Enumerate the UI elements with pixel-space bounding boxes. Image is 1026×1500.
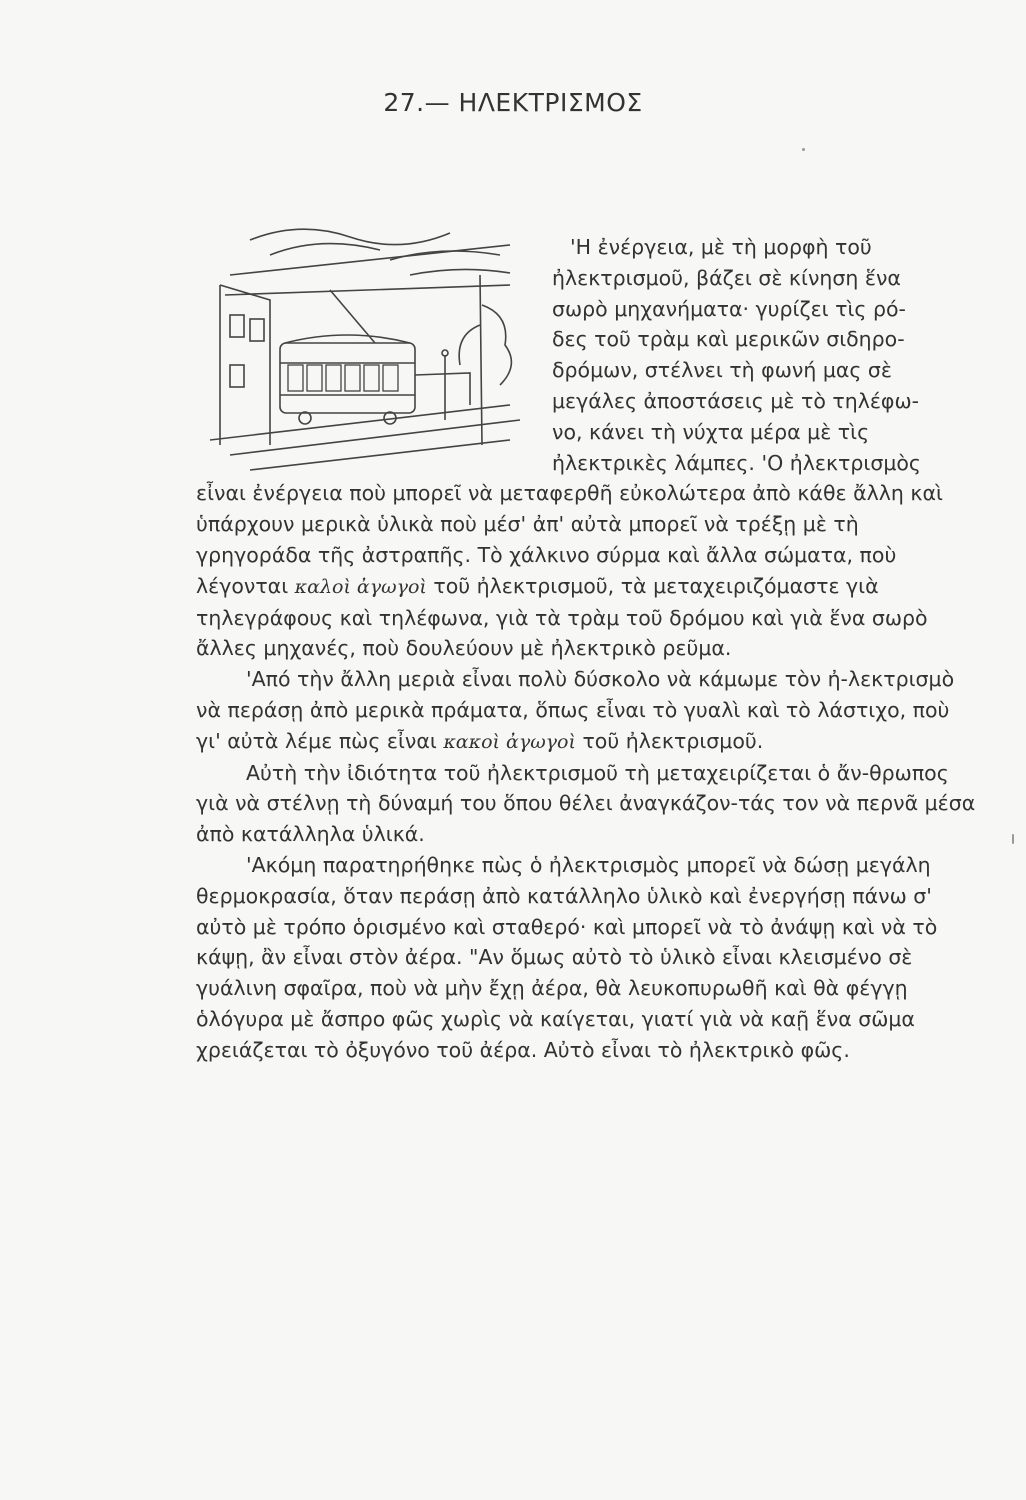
paragraph-4: 'Ακόμη παρατηρήθηκε πὼς ὁ ἠλεκτρισμὸς μπορεῖ νὰ δώσῃ μεγάλη θερμοκρασία, ὅταν περάσῃ ἀπὸ κατάλληλο ὑλικὸ καὶ ἐνεργήσῃ πάνω σ' αὐτὸ μὲ τρόπο ὁρισμένο καὶ σταθερό· καὶ μπορεῖ νὰ τὸ ἀνάψῃ καὶ νὰ τὸ κάψῃ, ἂν εἶναι στὸν ἀέρα. "Αν ὅμως αὐτὸ τὸ ὑλικὸ εἶναι κλεισμένο σὲ γυάλινη σφαῖρα, ποὺ νὰ μὴν ἔχῃ ἀέρα, θὰ λευκοπυρωθῆ καὶ θὰ φέγγῃ ὁλόγυρα μὲ ἄσπρο φῶς χωρὶς νὰ καίγεται, γιατί γιὰ νὰ καῇ ἕνα σῶμα χρειάζεται τὸ ὀξυγόνο τοῦ ἀέρα. Αὐτὸ εἶναι τὸ ἠλεκτρικὸ φῶς. <box>196 852 938 1062</box>
paper-speck <box>1012 834 1014 844</box>
intro-line: σωρὸ μηχανήματα· γυρίζει τὶς ρό- <box>552 296 906 321</box>
intro-line: ἠλεκτρισμοῦ, βάζει σὲ κίνηση ἕνα <box>552 265 901 290</box>
para2-text-a: 'Από τὴν ἄλλη μεριὰ εἶναι πολὺ δύσκολο νὰ κάμωμε τὸν ἠ-λεκτρισμὸ νὰ περάσῃ ἀπὸ μερικὰ πράματα, ὅπως εἶναι τὸ γυαλὶ καὶ τὸ λάστιχο, ποὺ γι' αὐτὰ λέμε πὼς εἶναι <box>196 667 955 753</box>
intro-line: ἠλεκτρικὲς λάμπες. 'Ο ἠλεκτρισμὸς <box>552 450 921 475</box>
intro-line: δρόμων, στέλνει τὴ φωνή μας σὲ <box>552 358 893 383</box>
paragraph-3: Αὐτὴ τὴν ἰδιότητα τοῦ ἠλεκτρισμοῦ τὴ μεταχειρίζεται ὁ ἄν-θρωπος γιὰ νὰ στέλνῃ τὴ δύναμή του ὅπου θέλει ἀναγκάζον-τάς τον νὰ περνᾶ μέσα ἀπὸ κατάλληλα ὑλικά. <box>196 760 976 847</box>
intro-line: 'Η ἐνέργεια, μὲ τὴ μορφὴ τοῦ <box>570 235 872 259</box>
intro-line: δες τοῦ τρὰμ καὶ μερικῶν σιδηρο- <box>552 327 905 352</box>
para1-text-a: εἶναι ἐνέργεια ποὺ μπορεῖ νὰ μεταφερθῆ εὐκολώτερα ἀπὸ κάθε ἄλλη καὶ ὑπάρχουν μερικὰ ὑλικὰ ποὺ μέσ' ἀπ' αὐτὰ μπορεῖ νὰ τρέξῃ μὲ τὴ γρηγοράδα τῆς ἀστραπῆς. Τὸ χάλκινο σύρμα καὶ ἄλλα σώματα, ποὺ λέγονται <box>196 481 943 598</box>
para1-italic: καλοὶ ἀγωγοὶ <box>294 575 427 598</box>
para2-italic: κακοὶ ἀγωγοὶ <box>443 730 576 753</box>
intro-line: νο, κάνει τὴ νύχτα μέρα μὲ τὶς <box>552 419 870 444</box>
para2-text-b: τοῦ ἠλεκτρισμοῦ. <box>582 728 764 753</box>
paper-speck <box>802 148 805 151</box>
paragraph-2 <box>196 664 976 757</box>
para1-text-b: τοῦ ἠλεκτρισμοῦ, τὰ μεταχειριζόμαστε γιὰ τηλεγράφους καὶ τηλέφωνα, γιὰ τὰ τρὰμ τοῦ δρόμου καὶ γιὰ ἕνα σωρὸ ἄλλες μηχανές, ποὺ δουλεύουν μὲ ἠλεκτρικὸ ρεῦμα. <box>196 573 928 661</box>
paragraph-1 <box>196 478 976 664</box>
chapter-title: 27.— ΗΛΕΚΤΡΙΣΜΟΣ <box>383 88 643 117</box>
intro-line: μεγάλες ἀποστάσεις μὲ τὸ τηλέφω- <box>552 388 920 413</box>
body-text <box>196 232 976 1066</box>
